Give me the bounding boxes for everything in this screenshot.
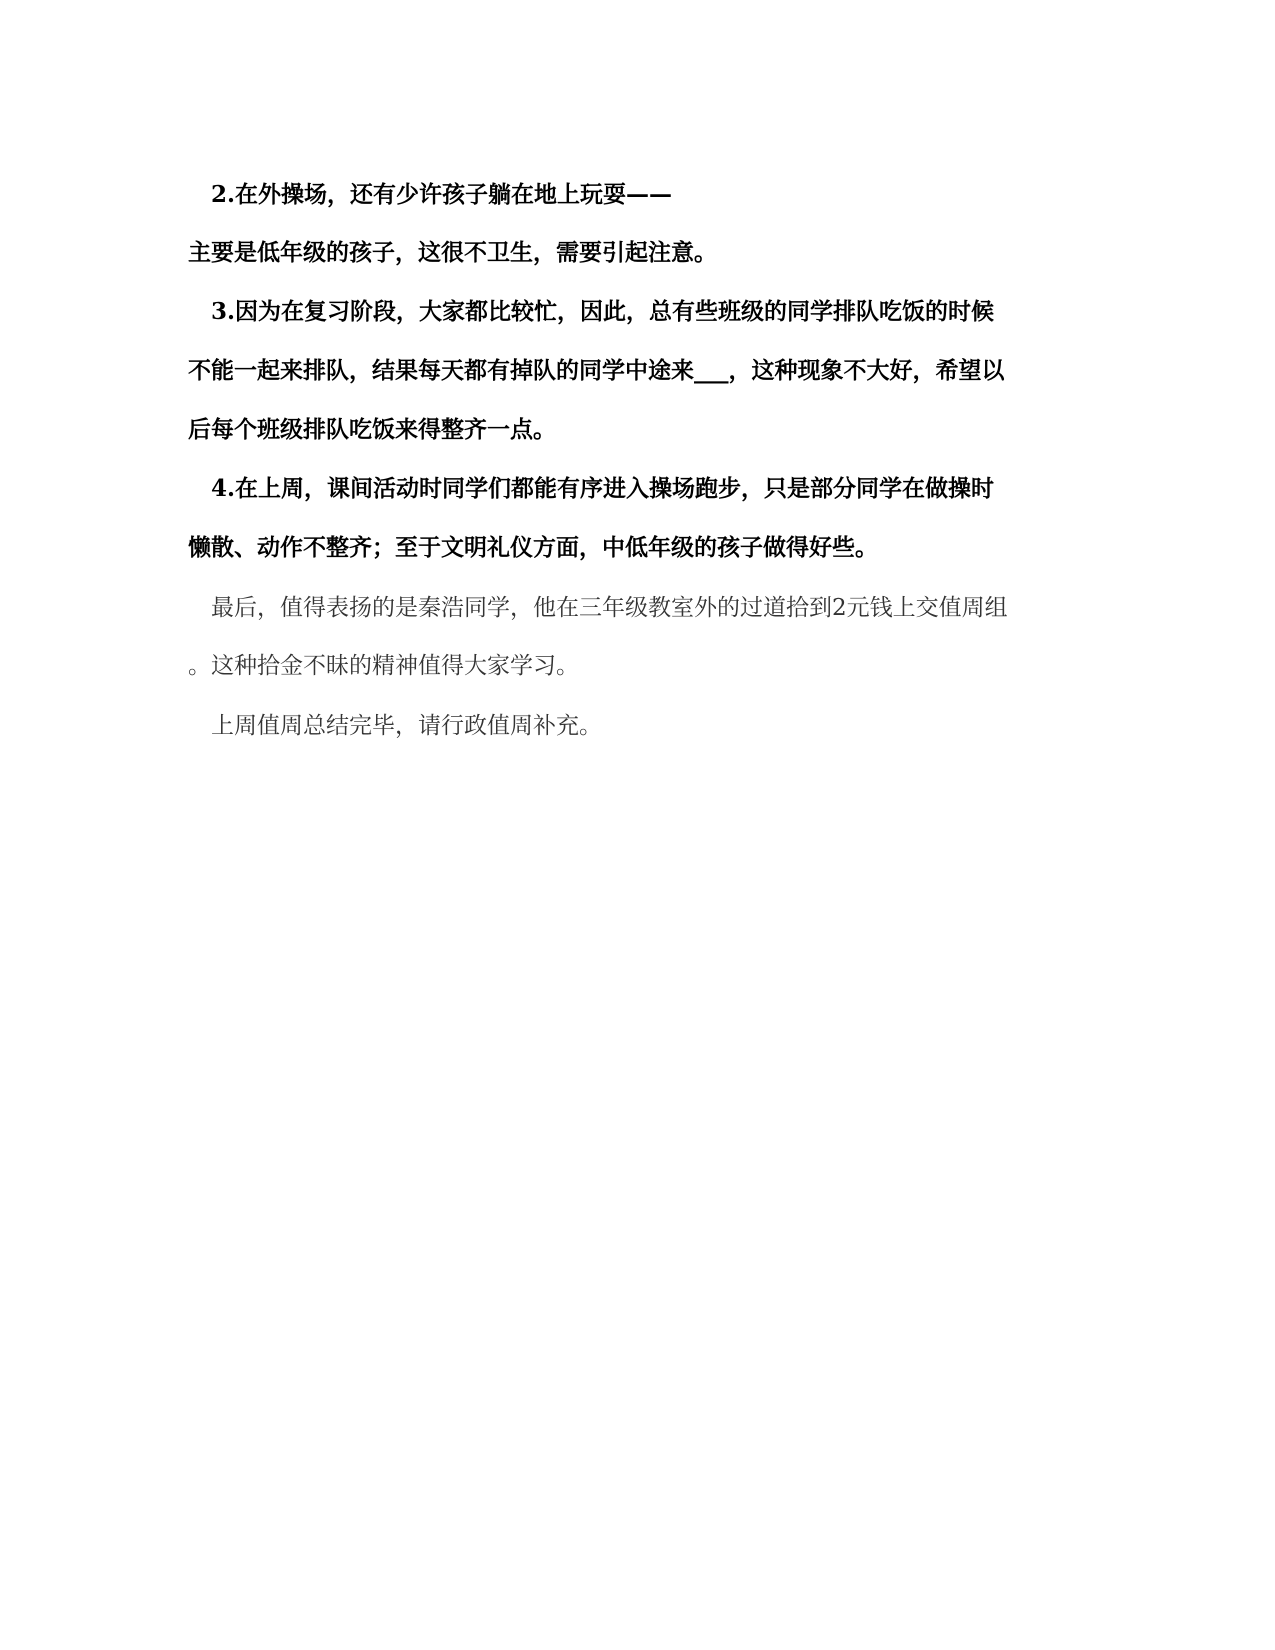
item-2-line-2: 主要是低年级的孩子，这很不卫生，需要引起注意。	[188, 239, 717, 266]
item-3-line-3: 后每个班级排队吃饭来得整齐一点。	[188, 416, 556, 443]
item-4-line-1: 4.在上周，课间活动时同学们都能有序进入操场跑步，只是部分同学在做操时	[211, 475, 995, 502]
item-3-line-1: 3.因为在复习阶段，大家都比较忙，因此，总有些班级的同学排队吃饭的时候	[211, 298, 995, 325]
item-4-line-2: 懒散、动作不整齐；至于文明礼仪方面，中低年级的孩子做得好些。	[188, 534, 878, 561]
praise-line-1: 最后，值得表扬的是秦浩同学，他在三年级教室外的过道拾到2元钱上交值周组	[211, 595, 1008, 621]
praise-line-2: 。这种拾金不昧的精神值得大家学习。	[188, 653, 579, 679]
item-2-line-1: 2.在外操场，还有少许孩子躺在地上玩耍——	[211, 181, 673, 208]
closing-line: 上周值周总结完毕，请行政值周补充。	[211, 713, 602, 739]
item-3-line-2: 不能一起来排队，结果每天都有掉队的同学中途来___，这种现象不大好，希望以	[188, 357, 1005, 384]
